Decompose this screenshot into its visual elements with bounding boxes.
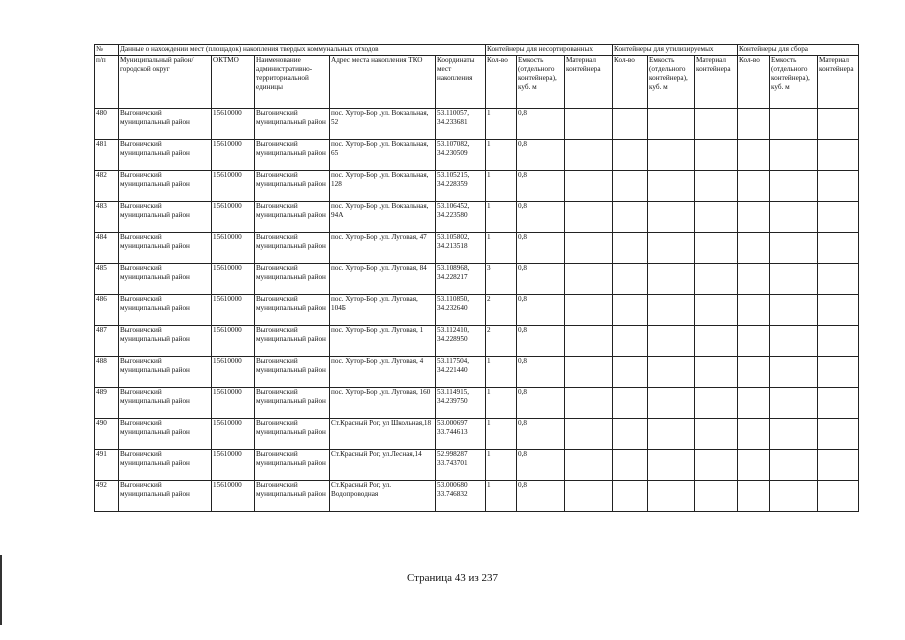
cell-address: пос. Хутор-Бор ,ул. Вокзальная, 128: [330, 171, 436, 202]
cell-n: 486: [95, 295, 119, 326]
column-header: Адрес места накопления ТКО: [330, 56, 436, 109]
cell-n: 491: [95, 450, 119, 481]
cell-address: Ст.Красный Рог, ул.Лесная,14: [330, 450, 436, 481]
cell-coords: 53.000680 33.746832: [436, 481, 486, 512]
column-header: ОКТМО: [212, 56, 255, 109]
cell-district: Выгоничский муниципальный район: [119, 326, 212, 357]
cell-empty: [770, 388, 818, 419]
cell-empty: [770, 481, 818, 512]
cell-oktmo: 15610000: [212, 171, 255, 202]
cell-cap: 0,8: [517, 295, 565, 326]
column-header: Кол-во: [738, 56, 770, 109]
cell-empty: [738, 357, 770, 388]
cell-coords: 53.112410, 34.228950: [436, 326, 486, 357]
cell-n: 484: [95, 233, 119, 264]
cell-coords: 53.106452, 34.223580: [436, 202, 486, 233]
cell-district: Выгоничский муниципальный район: [119, 450, 212, 481]
column-header: Материал контейнера: [565, 56, 613, 109]
cell-empty: [695, 357, 738, 388]
cell-qty: 2: [486, 326, 517, 357]
table-row: [95, 295, 859, 326]
cell-empty: [565, 202, 613, 233]
column-header: Емкость (отдельного контейнера), куб. м: [648, 56, 695, 109]
cell-coords: 53.105215, 34.228359: [436, 171, 486, 202]
cell-empty: [770, 140, 818, 171]
column-header: Кол-во: [486, 56, 517, 109]
cell-empty: [738, 109, 770, 140]
cell-n: 488: [95, 357, 119, 388]
column-header: Материал контейнера: [818, 56, 859, 109]
cell-empty: [565, 140, 613, 171]
cell-empty: [648, 202, 695, 233]
cell-empty: [613, 140, 648, 171]
cell-empty: [613, 450, 648, 481]
cell-address: пос. Хутор-Бор ,ул. Луговая, 4: [330, 357, 436, 388]
cell-empty: [565, 171, 613, 202]
cell-empty: [565, 295, 613, 326]
cell-empty: [565, 388, 613, 419]
cell-empty: [770, 109, 818, 140]
cell-district: Выгоничский муниципальный район: [119, 202, 212, 233]
table-row: [95, 481, 859, 512]
column-header: Емкость (отдельного контейнера), куб. м: [517, 56, 565, 109]
header-unsorted: Контейнеры для несортированных: [486, 45, 613, 56]
cell-empty: [818, 450, 859, 481]
cell-unit: Выгоничский муниципальный район: [255, 357, 330, 388]
cell-empty: [613, 295, 648, 326]
table-row: [95, 419, 859, 450]
cell-n: 489: [95, 388, 119, 419]
cell-cap: 0,8: [517, 264, 565, 295]
cell-unit: Выгоничский муниципальный район: [255, 481, 330, 512]
cell-empty: [818, 202, 859, 233]
cell-empty: [818, 419, 859, 450]
cell-empty: [738, 419, 770, 450]
cell-qty: 2: [486, 295, 517, 326]
table-row: [95, 202, 859, 233]
cell-empty: [770, 450, 818, 481]
cell-unit: Выгоничский муниципальный район: [255, 326, 330, 357]
cell-empty: [770, 295, 818, 326]
cell-empty: [695, 295, 738, 326]
cell-empty: [695, 233, 738, 264]
column-header: Емкость (отдельного контейнера), куб. м: [770, 56, 818, 109]
cell-empty: [738, 388, 770, 419]
cell-empty: [565, 481, 613, 512]
cell-address: пос. Хутор-Бор ,ул. Вокзальная, 65: [330, 140, 436, 171]
cell-empty: [565, 326, 613, 357]
cell-empty: [565, 419, 613, 450]
cell-empty: [738, 171, 770, 202]
cell-empty: [695, 450, 738, 481]
cell-cap: 0,8: [517, 109, 565, 140]
cell-oktmo: 15610000: [212, 481, 255, 512]
cell-address: пос. Хутор-Бор ,ул. Вокзальная, 94А: [330, 202, 436, 233]
cell-empty: [738, 326, 770, 357]
cell-empty: [695, 171, 738, 202]
cell-empty: [738, 233, 770, 264]
cell-cap: 0,8: [517, 202, 565, 233]
cell-qty: 1: [486, 388, 517, 419]
cell-coords: 53.110850, 34.232640: [436, 295, 486, 326]
cell-n: 480: [95, 109, 119, 140]
column-header: п/п: [95, 56, 119, 109]
table-row: [95, 109, 859, 140]
cell-qty: 1: [486, 481, 517, 512]
table-row: [95, 171, 859, 202]
cell-district: Выгоничский муниципальный район: [119, 295, 212, 326]
table-row: [95, 326, 859, 357]
cell-empty: [613, 357, 648, 388]
table-row: [95, 450, 859, 481]
cell-empty: [818, 171, 859, 202]
cell-unit: Выгоничский муниципальный район: [255, 264, 330, 295]
cell-qty: 1: [486, 109, 517, 140]
cell-empty: [613, 171, 648, 202]
cell-district: Выгоничский муниципальный район: [119, 481, 212, 512]
cell-empty: [695, 109, 738, 140]
header-collect: Контейнеры для сбора: [738, 45, 859, 56]
cell-empty: [648, 171, 695, 202]
cell-n: 483: [95, 202, 119, 233]
cell-address: пос. Хутор-Бор ,ул. Вокзальная, 52: [330, 109, 436, 140]
header-location: Данные о нахождении мест (площадок) накопления твердых коммунальных отходов: [119, 45, 486, 56]
cell-address: пос. Хутор-Бор ,ул. Луговая, 104Б: [330, 295, 436, 326]
cell-qty: 1: [486, 450, 517, 481]
cell-empty: [770, 233, 818, 264]
cell-cap: 0,8: [517, 171, 565, 202]
cell-oktmo: 15610000: [212, 264, 255, 295]
cell-empty: [648, 140, 695, 171]
cell-empty: [695, 481, 738, 512]
cell-coords: 53.107082, 34.230509: [436, 140, 486, 171]
cell-empty: [565, 109, 613, 140]
cell-coords: 53.108968, 34.228217: [436, 264, 486, 295]
cell-oktmo: 15610000: [212, 388, 255, 419]
column-header: Муниципальный район/городской округ: [119, 56, 212, 109]
cell-empty: [738, 481, 770, 512]
cell-cap: 0,8: [517, 326, 565, 357]
cell-empty: [818, 233, 859, 264]
cell-address: пос. Хутор-Бор ,ул. Луговая, 1: [330, 326, 436, 357]
cell-cap: 0,8: [517, 481, 565, 512]
column-header: Кол-во: [613, 56, 648, 109]
cell-empty: [738, 140, 770, 171]
cell-empty: [613, 326, 648, 357]
table-row: [95, 140, 859, 171]
cell-district: Выгоничский муниципальный район: [119, 140, 212, 171]
cell-address: Ст.Красный Рог, ул. Водопроводная: [330, 481, 436, 512]
cell-empty: [613, 419, 648, 450]
cell-empty: [818, 357, 859, 388]
scan-edge-mark: [0, 555, 2, 625]
cell-empty: [613, 233, 648, 264]
cell-qty: 1: [486, 233, 517, 264]
cell-unit: Выгоничский муниципальный район: [255, 140, 330, 171]
cell-empty: [770, 264, 818, 295]
cell-qty: 1: [486, 202, 517, 233]
cell-empty: [648, 109, 695, 140]
cell-empty: [565, 264, 613, 295]
cell-qty: 1: [486, 140, 517, 171]
cell-oktmo: 15610000: [212, 140, 255, 171]
cell-cap: 0,8: [517, 140, 565, 171]
column-header: Наименование административно-территориальной единицы: [255, 56, 330, 109]
cell-n: 487: [95, 326, 119, 357]
cell-coords: 53.117504, 34.221440: [436, 357, 486, 388]
cell-empty: [648, 419, 695, 450]
cell-empty: [738, 295, 770, 326]
cell-empty: [648, 357, 695, 388]
cell-unit: Выгоничский муниципальный район: [255, 233, 330, 264]
page-number: Страница 43 из 237: [406, 572, 499, 584]
cell-coords: 53.105802, 34.213518: [436, 233, 486, 264]
cell-empty: [695, 388, 738, 419]
cell-empty: [695, 202, 738, 233]
column-header: Материал контейнера: [695, 56, 738, 109]
cell-address: пос. Хутор-Бор ,ул. Луговая, 160: [330, 388, 436, 419]
table-row: [95, 264, 859, 295]
cell-unit: Выгоничский муниципальный район: [255, 388, 330, 419]
cell-empty: [695, 419, 738, 450]
cell-coords: 52.998287 33.743701: [436, 450, 486, 481]
cell-empty: [565, 233, 613, 264]
cell-unit: Выгоничский муниципальный район: [255, 109, 330, 140]
cell-unit: Выгоничский муниципальный район: [255, 419, 330, 450]
cell-empty: [770, 326, 818, 357]
cell-oktmo: 15610000: [212, 419, 255, 450]
cell-district: Выгоничский муниципальный район: [119, 357, 212, 388]
column-header: Координаты мест накопления: [436, 56, 486, 109]
cell-empty: [613, 264, 648, 295]
cell-unit: Выгоничский муниципальный район: [255, 450, 330, 481]
cell-address: пос. Хутор-Бор ,ул. Луговая, 47: [330, 233, 436, 264]
cell-empty: [818, 140, 859, 171]
cell-coords: 53.110057, 34.233681: [436, 109, 486, 140]
cell-empty: [738, 450, 770, 481]
cell-empty: [818, 481, 859, 512]
cell-empty: [648, 450, 695, 481]
cell-oktmo: 15610000: [212, 295, 255, 326]
cell-address: пос. Хутор-Бор ,ул. Луговая, 84: [330, 264, 436, 295]
cell-district: Выгоничский муниципальный район: [119, 419, 212, 450]
cell-oktmo: 15610000: [212, 357, 255, 388]
cell-oktmo: 15610000: [212, 233, 255, 264]
cell-n: 481: [95, 140, 119, 171]
cell-empty: [818, 295, 859, 326]
cell-district: Выгоничский муниципальный район: [119, 388, 212, 419]
cell-oktmo: 15610000: [212, 326, 255, 357]
cell-district: Выгоничский муниципальный район: [119, 264, 212, 295]
cell-empty: [695, 140, 738, 171]
cell-cap: 0,8: [517, 419, 565, 450]
cell-empty: [695, 326, 738, 357]
cell-qty: 3: [486, 264, 517, 295]
cell-empty: [648, 295, 695, 326]
cell-empty: [695, 264, 738, 295]
cell-empty: [648, 264, 695, 295]
table-row: [95, 233, 859, 264]
cell-empty: [565, 450, 613, 481]
cell-empty: [770, 171, 818, 202]
cell-unit: Выгоничский муниципальный район: [255, 295, 330, 326]
cell-empty: [738, 202, 770, 233]
cell-cap: 0,8: [517, 233, 565, 264]
cell-district: Выгоничский муниципальный район: [119, 109, 212, 140]
cell-address: Ст.Красный Рог, ул Школьная,18: [330, 419, 436, 450]
cell-empty: [648, 326, 695, 357]
cell-empty: [818, 326, 859, 357]
cell-oktmo: 15610000: [212, 109, 255, 140]
cell-empty: [770, 419, 818, 450]
cell-cap: 0,8: [517, 357, 565, 388]
cell-empty: [648, 233, 695, 264]
table-row: [95, 388, 859, 419]
cell-oktmo: 15610000: [212, 202, 255, 233]
header-num: №: [95, 45, 119, 56]
cell-coords: 53.114915, 34.239750: [436, 388, 486, 419]
cell-empty: [770, 202, 818, 233]
cell-empty: [818, 109, 859, 140]
cell-empty: [613, 481, 648, 512]
cell-empty: [818, 388, 859, 419]
cell-empty: [613, 388, 648, 419]
cell-empty: [648, 481, 695, 512]
cell-empty: [818, 264, 859, 295]
cell-unit: Выгоничский муниципальный район: [255, 202, 330, 233]
cell-cap: 0,8: [517, 450, 565, 481]
cell-district: Выгоничский муниципальный район: [119, 233, 212, 264]
header-recycle: Контейнеры для утилизируемых: [613, 45, 738, 56]
cell-n: 482: [95, 171, 119, 202]
cell-coords: 53.000697 33.744613: [436, 419, 486, 450]
cell-n: 492: [95, 481, 119, 512]
cell-empty: [613, 202, 648, 233]
table-row: [95, 357, 859, 388]
cell-n: 490: [95, 419, 119, 450]
cell-qty: 1: [486, 171, 517, 202]
cell-n: 485: [95, 264, 119, 295]
cell-qty: 1: [486, 357, 517, 388]
waste-sites-table: [94, 44, 859, 512]
cell-empty: [770, 357, 818, 388]
cell-qty: 1: [486, 419, 517, 450]
cell-unit: Выгоничский муниципальный район: [255, 171, 330, 202]
cell-empty: [648, 388, 695, 419]
cell-empty: [565, 357, 613, 388]
cell-cap: 0,8: [517, 388, 565, 419]
cell-empty: [613, 109, 648, 140]
cell-oktmo: 15610000: [212, 450, 255, 481]
cell-empty: [738, 264, 770, 295]
cell-district: Выгоничский муниципальный район: [119, 171, 212, 202]
